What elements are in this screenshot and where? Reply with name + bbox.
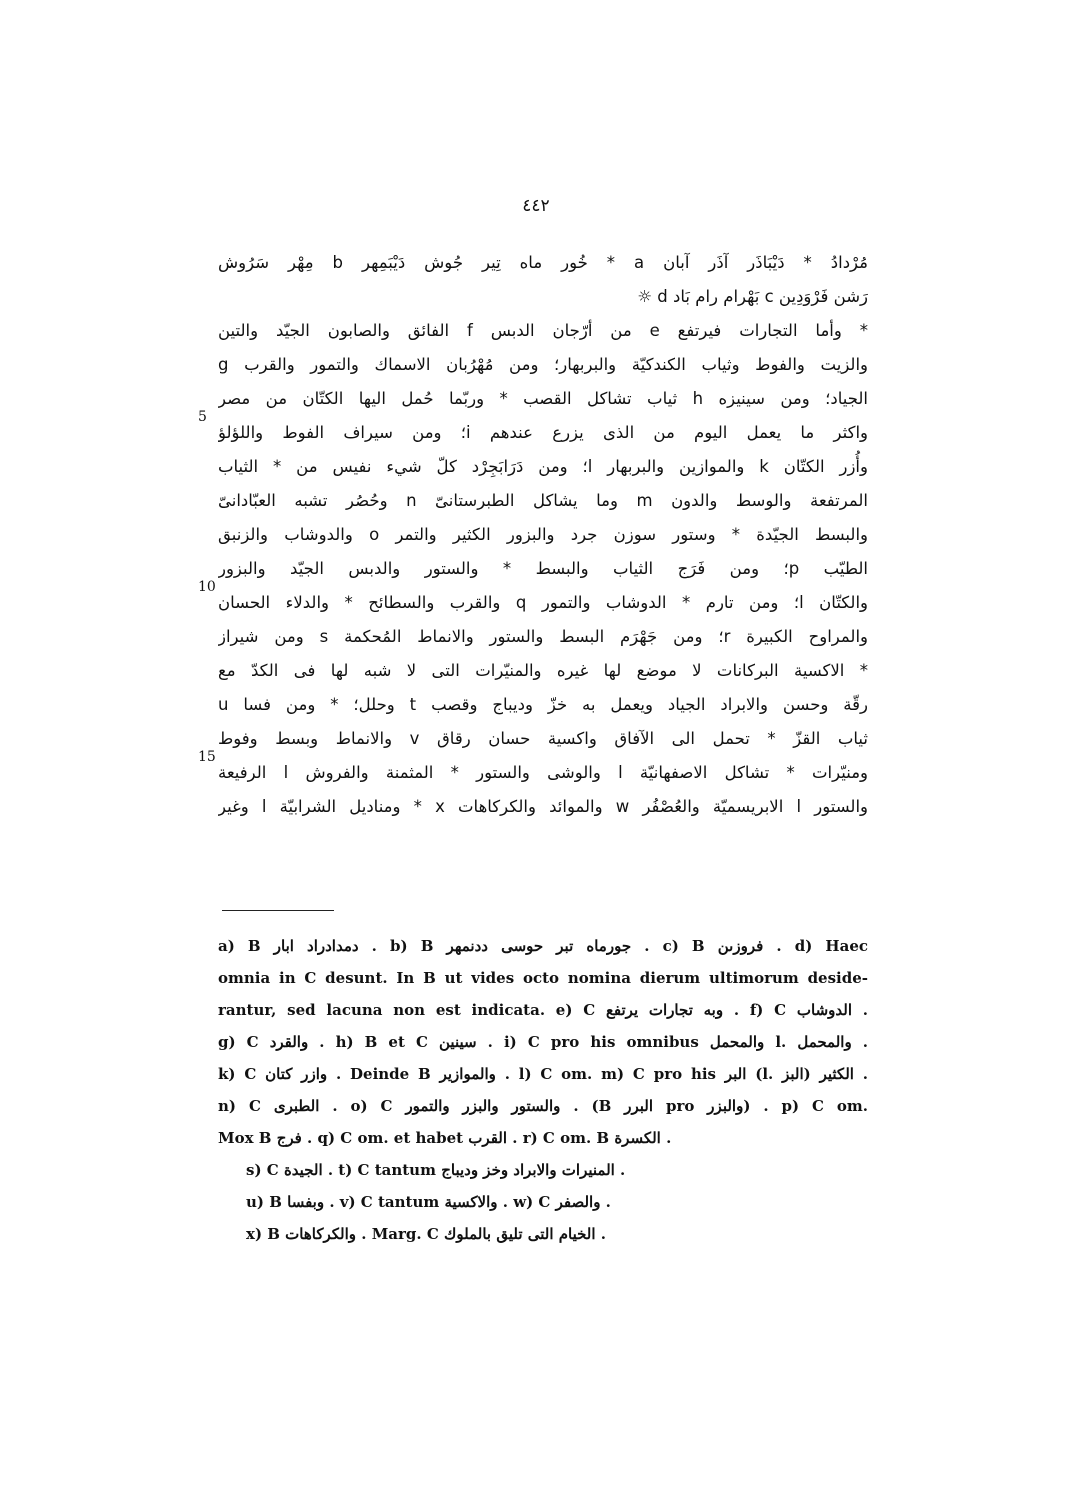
footnote-divider xyxy=(222,910,334,911)
footnote-line-2: omnia in C desunt. In B ut vides octo nomina dierum ultimorum deside- xyxy=(218,969,868,987)
text-line-6: واكثر ما يعمل اليوم من الذى يزرع عندهم i؛ ومن سيراف الفوط واللؤلؤ xyxy=(218,423,868,442)
footnote-line-7: Mox B فرج . q) C om. et habet القرب . r) C om. B الكسرة . xyxy=(218,1129,672,1147)
footnote-line-9: u) B وبفسا . v) C tantum والاكسية . w) C والصفر . xyxy=(246,1193,611,1211)
text-line-7: وأُزر الكتّان k والموازين والبربهار l؛ ومن دَرَابَجِرْد كلّ شيء نفيس من * الثياب xyxy=(218,457,868,476)
text-line-5: الجياد؛ ومن سينيزه h ثياب تشاكل القصب * وربّما حُمل اليها الكتّان من مصر xyxy=(218,389,868,408)
text-line-3: * وأما التجارات فيرتفع e من أرّجان الدبس f الفائق والصابون الجيّد والتين xyxy=(218,321,868,340)
text-line-4: والزيت والفوط وثياب الكندكيّة والبربهار؛ ومن مُهْرُبان الاسماك والتمور والقرب g xyxy=(218,355,868,374)
main-text xyxy=(218,246,868,824)
line-number-10: 10 xyxy=(198,579,216,595)
footnotes xyxy=(218,930,868,1250)
footnote-line-1: a) B دمدادراد ابار . b) B جورماه تبر حوسى ددنمهر . c) B فروزىن . d) Haec xyxy=(218,937,868,955)
text-line-11: والكتّان l؛ ومن تارم * الدوشاب والتمور q والقرب والسطائح * والدلاء الحسان xyxy=(218,593,868,612)
text-line-14: رقّة وحسن والابراد الجياد ويعمل به خزّ وديباج وقصب t وحلل؛ * ومن فسا u xyxy=(218,695,868,714)
text-line-8: المرتفعة والوسط والدون m وما يشاكل الطبرستانىّ n وحُصُر تشبه العبّادانىّ xyxy=(218,491,868,510)
text-line-2: رَشن فَرْوَدِين c بَهْرام رام بَاد d ☼ xyxy=(637,287,868,306)
text-line-17: والستور l الابريسميّة والعُصْفُر w والموائد والكركاهات x * ومناديل الشرابيّة l وغير xyxy=(218,797,868,816)
text-line-9: والبسط الجيّدة * وستور سوزن جرد والبزور الكثير والتمر o والدوشاب والزنبق xyxy=(218,525,868,544)
footnote-line-6: n) C الطبرى . o) C والستور والبزر والتمور . (B البرر pro والبزر) . p) C om. xyxy=(218,1097,868,1115)
text-line-10: الطيّب p؛ ومن فَرَج الثياب والبسط * والستور والدبس الجيّد والبزور xyxy=(218,559,868,578)
footnote-line-10: x) B والكركاهات . Marg. C الخيام التى تليق بالملوك . xyxy=(246,1225,606,1243)
text-line-16: ومنيّرات * تشاكل الاصفهانيّة l والوشى والستور * المثمنة والفروش l الرفيعة xyxy=(218,763,868,782)
page-number: ٤٤٢ xyxy=(522,196,550,216)
line-number-5: 5 xyxy=(198,409,207,425)
text-line-13: * الاكسية البركانات لا موضع لها غيره والمنيّرات التى لا شبه لها فى الكدّ مع xyxy=(218,661,868,680)
footnote-line-8: s) C الجيدة . t) C tantum المنيرات والابراد وخز وديباج . xyxy=(246,1161,626,1179)
line-number-15: 15 xyxy=(198,749,216,765)
footnote-line-3: rantur, sed lacuna non est indicata. e) C وبه تجارات يرتفع . f) C الدوشاب . xyxy=(218,1001,868,1019)
footnote-line-5: k) C وازر كتان . Deinde B والموازير . l) C om. m) C pro his البر (l. البز) الكثير . xyxy=(218,1065,868,1083)
footnote-line-4: g) C والقرد . h) B et C سينين . i) C pro his omnibus والمحمل l. والمحمل . xyxy=(218,1033,868,1051)
text-line-15: ثياب القزّ * تحمل الى الآفاق واكسية حسان رقاق v والانماط وبسط وفوط xyxy=(218,729,868,748)
text-line-1: مُرْدادُ * دَيْبَاذَر آذَر آبان a * خُور ماه تِير جُوش دَيْبَمِهر b مِهْر سَرُوش xyxy=(218,253,868,272)
text-line-12: والمراوح الكبيرة r؛ ومن جَهْرَم البسط والستور والانماط المُحكمة s ومن شيراز xyxy=(218,627,868,646)
